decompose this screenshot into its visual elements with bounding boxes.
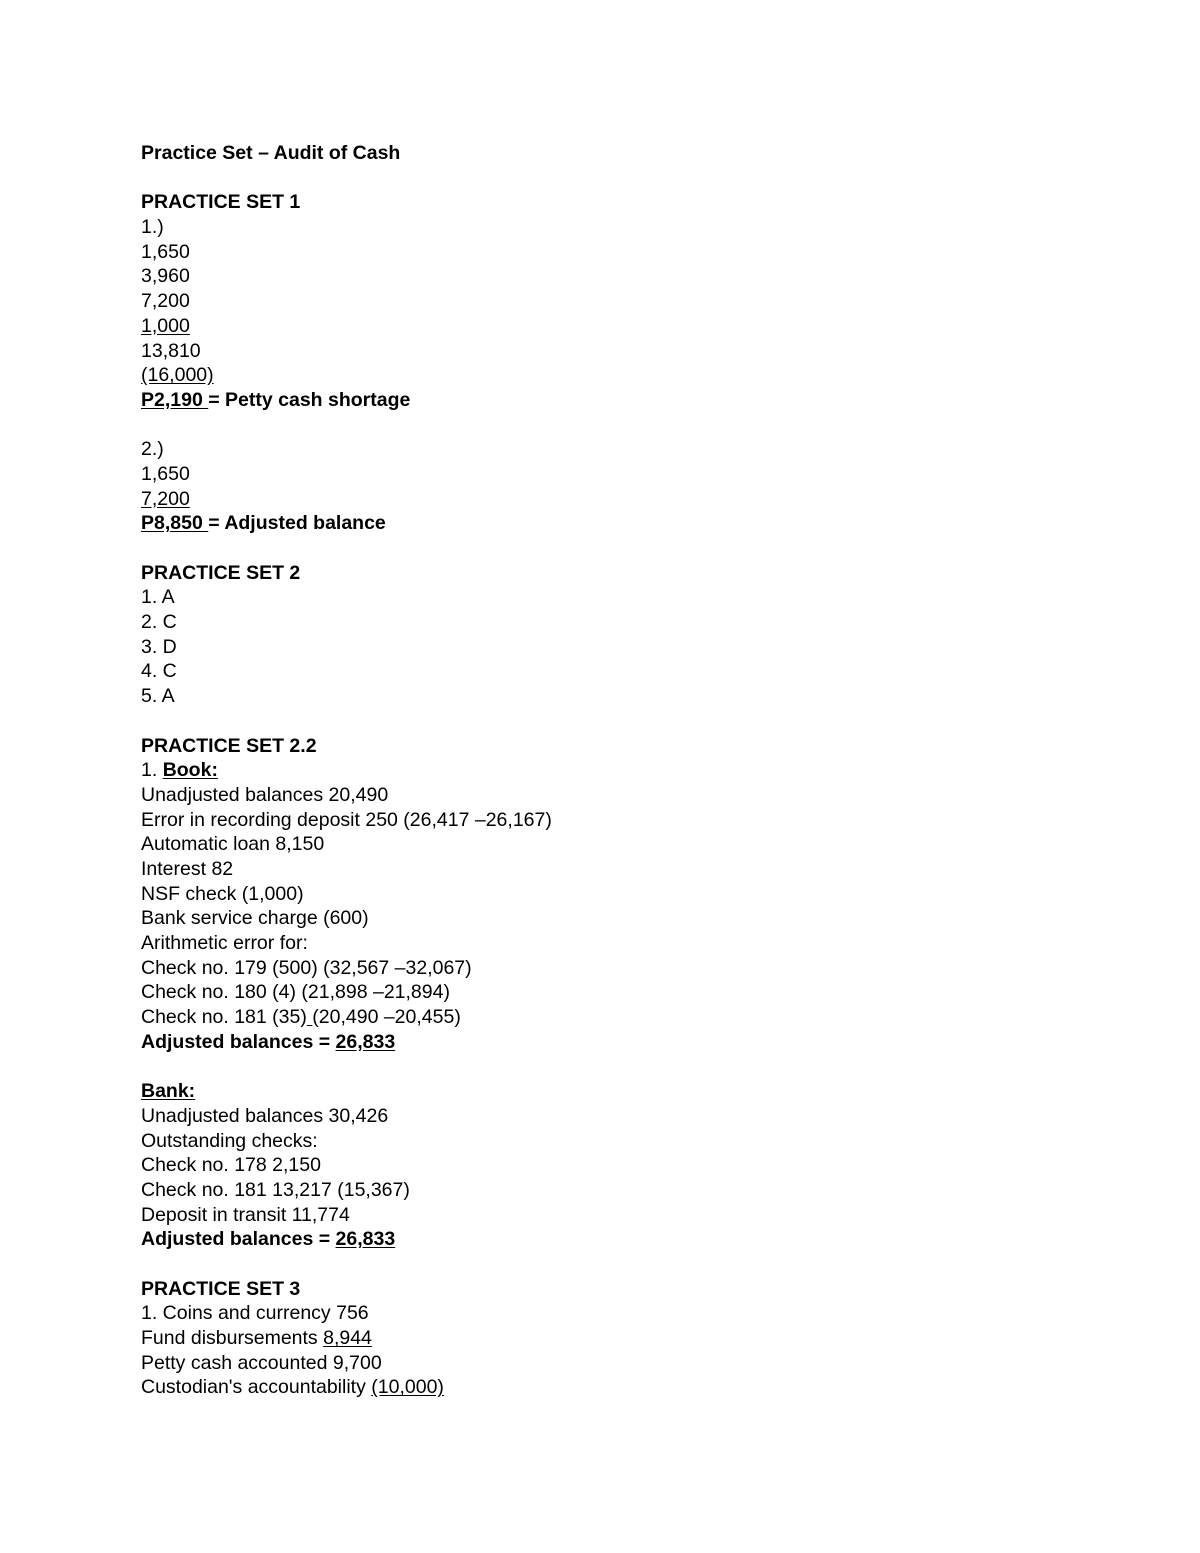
book-line: Unadjusted balances 20,490 bbox=[141, 783, 389, 806]
bank-line: Deposit in transit 11,774 bbox=[141, 1203, 350, 1226]
section-heading-ps2: PRACTICE SET 2 bbox=[141, 561, 301, 584]
answer-line: 3. D bbox=[141, 635, 177, 658]
answer-line: 4. C bbox=[141, 660, 177, 683]
book-label: Book: bbox=[162, 759, 218, 782]
bank-label: Bank: bbox=[141, 1080, 196, 1103]
ps3-line bbox=[141, 1375, 1141, 1400]
book-line: Check no. 180 (4) (21,898 –21,894) bbox=[141, 981, 450, 1004]
bank-line: Outstanding checks: bbox=[141, 1129, 318, 1152]
bank-line: Unadjusted balances 30,426 bbox=[141, 1104, 389, 1127]
adjusted-value: 26,833 bbox=[335, 1228, 396, 1251]
ps3-line-text: Custodian's accountability bbox=[141, 1376, 372, 1399]
item-number: 1. bbox=[141, 759, 163, 782]
book-line: NSF check (1,000) bbox=[141, 882, 304, 905]
adjusted-label: Adjusted balances = bbox=[141, 1228, 336, 1251]
book-line: Error in recording deposit 250 (26,417 –26,167) bbox=[141, 808, 552, 831]
result-line bbox=[141, 388, 1141, 413]
amount-line: 7,200 bbox=[141, 290, 190, 313]
underlined-amount: 1,000 bbox=[141, 314, 190, 337]
amount-line: 1,650 bbox=[141, 462, 190, 485]
ps3-line: 1. Coins and currency 756 bbox=[141, 1302, 369, 1325]
ps3-line bbox=[141, 1326, 1141, 1351]
result-text: = Petty cash shortage bbox=[208, 388, 411, 411]
section-heading-ps1: PRACTICE SET 1 bbox=[141, 191, 301, 214]
bank-adjusted-line bbox=[141, 1227, 1141, 1252]
spacer bbox=[141, 166, 1141, 191]
amount-line: 3,960 bbox=[141, 265, 190, 288]
deduction-amount: (16,000) bbox=[141, 364, 214, 387]
amount-line bbox=[141, 363, 1141, 388]
book-line: Interest 82 bbox=[141, 857, 234, 880]
section-heading-ps22: PRACTICE SET 2.2 bbox=[141, 734, 317, 757]
document-page bbox=[141, 141, 1141, 1400]
amount-line bbox=[141, 314, 1141, 339]
spacer bbox=[141, 1252, 1141, 1277]
spacer bbox=[141, 709, 1141, 734]
answer-line: 1. A bbox=[141, 586, 175, 609]
ps3-line: Petty cash accounted 9,700 bbox=[141, 1351, 382, 1374]
underlined-amount: 7,200 bbox=[141, 487, 190, 510]
amount-line: 1,650 bbox=[141, 240, 190, 263]
book-adjusted-line bbox=[141, 1030, 1141, 1055]
adjusted-label: Adjusted balances = bbox=[141, 1030, 336, 1053]
book-line: Arithmetic error for: bbox=[141, 932, 308, 954]
amount-line bbox=[141, 487, 1141, 512]
book-line-part: Check no. 181 (35) bbox=[141, 1006, 307, 1029]
book-line: Automatic loan 8,150 bbox=[141, 833, 325, 856]
bank-line: Check no. 178 2,150 bbox=[141, 1154, 321, 1177]
result-value: P8,850 bbox=[141, 512, 209, 535]
ps3-line-text: Fund disbursements bbox=[141, 1327, 324, 1349]
spacer bbox=[141, 536, 1141, 561]
question-label: 1.) bbox=[141, 216, 164, 239]
book-line: Check no. 179 (500) (32,567 –32,067) bbox=[141, 956, 472, 979]
result-value: P2,190 bbox=[141, 388, 209, 411]
spacer bbox=[141, 413, 1141, 438]
answer-line: 2. C bbox=[141, 611, 177, 634]
book-heading-line bbox=[141, 758, 1141, 783]
ps3-line-value: 8,944 bbox=[323, 1327, 372, 1349]
document-title: Practice Set – Audit of Cash bbox=[141, 142, 401, 164]
result-line bbox=[141, 511, 1141, 536]
spacer bbox=[141, 1054, 1141, 1079]
section-heading-ps3: PRACTICE SET 3 bbox=[141, 1277, 301, 1300]
book-line bbox=[141, 1005, 1141, 1030]
answer-line: 5. A bbox=[141, 685, 175, 708]
ps3-line-value: (10,000) bbox=[371, 1376, 444, 1399]
bank-heading-line bbox=[141, 1079, 1141, 1104]
result-text: = Adjusted balance bbox=[208, 512, 386, 535]
question-label: 2.) bbox=[141, 438, 164, 461]
adjusted-value: 26,833 bbox=[335, 1030, 396, 1053]
book-line-part: (20,490 –20,455) bbox=[312, 1006, 461, 1029]
book-line: Bank service charge (600) bbox=[141, 907, 369, 930]
bank-line: Check no. 181 13,217 (15,367) bbox=[141, 1178, 410, 1201]
subtotal-line: 13,810 bbox=[141, 339, 201, 362]
